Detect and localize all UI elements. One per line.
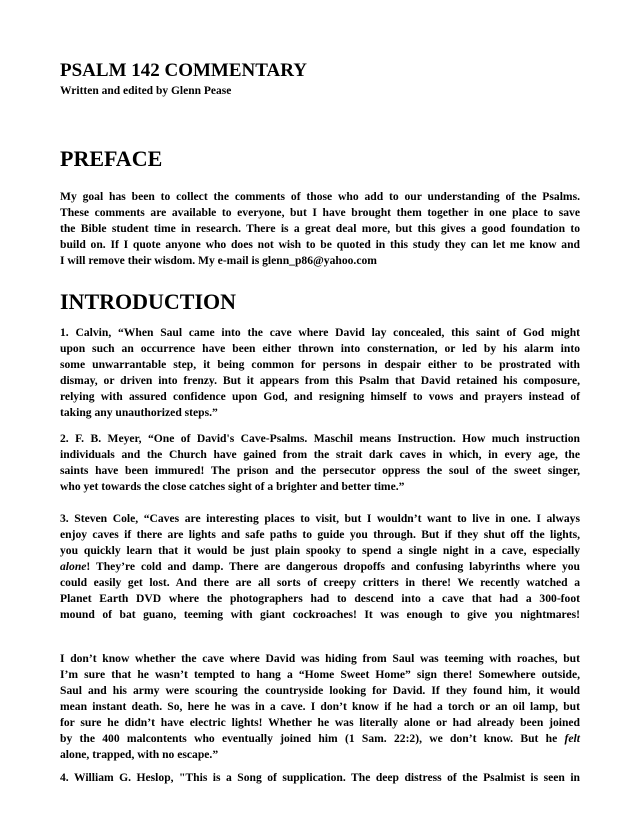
cole-continued-paragraph xyxy=(60,651,580,763)
text-line: individuals and the Church have gained from the strait dark caves in which, in every age, the xyxy=(60,448,580,461)
introduction-heading: INTRODUCTION xyxy=(60,289,237,314)
text-line: relying with assured confidence upon God, and resigning himself to vows and prayers instead of xyxy=(60,390,580,403)
text-line xyxy=(60,731,580,747)
text-line: mound of bat guano, teeming with giant cockroaches! It was enough to give you nightmares! xyxy=(60,608,580,621)
text-line: for sure he didn’t have electric lights! Whether he was literally alone or had already been joined xyxy=(60,716,580,729)
text-line xyxy=(60,559,580,575)
preface-paragraph xyxy=(60,189,580,269)
text-line: My goal has been to collect the comments of those who add to our understanding of the Psalms. xyxy=(60,190,580,203)
text-line: alone, trapped, with no escape.” xyxy=(60,748,219,761)
text-line: dismay, or driven into frenzy. But it appears from this Psalm that David retained his composure, xyxy=(60,374,580,387)
text-line: mean instant death. So, here he was in a cave. I don’t know if he had a torch or an oil lamp, but xyxy=(60,700,580,713)
emphasis-text: alone xyxy=(60,560,87,573)
text-line: taking any unauthorized steps.” xyxy=(60,406,218,419)
text-line: Planet Earth DVD where the photographers had to descend into a cave that had a 300-foot xyxy=(60,592,580,605)
text-line: build on. If I quote anyone who does not wish to be quoted in this study they can let me know and xyxy=(60,238,580,251)
text-segment: by the 400 malcontents who eventually joined him (1 Sam. 22:2), we don’t know. But he xyxy=(60,732,565,745)
document-byline: Written and edited by Glenn Pease xyxy=(60,85,232,97)
text-line: I’m sure that he wasn’t tempted to hang a “Home Sweet Home” sign there! Somewhere outside, xyxy=(60,668,580,681)
text-line: These comments are available to everyone, but I have brought them together in one place to save xyxy=(60,206,580,219)
preface-heading: PREFACE xyxy=(60,146,163,171)
heslop-paragraph xyxy=(60,770,580,786)
document-title: PSALM 142 COMMENTARY xyxy=(60,60,308,81)
text-line: saints have been immured! The prison and the persecutor oppress the soul of the sweet singer, xyxy=(60,464,580,477)
emphasis-text: felt xyxy=(564,732,580,745)
text-line: 4. William G. Heslop, "This is a Song of supplication. The deep distress of the Psalmist is seen in xyxy=(60,771,580,784)
text-line: 3. Steven Cole, “Caves are interesting places to visit, but I wouldn’t want to live in one. I always xyxy=(60,512,580,525)
text-line: you quickly learn that it would be just plain spooky to spend a single night in a cave, especially xyxy=(60,544,580,557)
text-line: I will remove their wisdom. My e-mail is glenn_p86@yahoo.com xyxy=(60,254,377,267)
text-line: could easily get lost. And there are all sorts of creepy critters in there! We recently watched a xyxy=(60,576,580,589)
text-line: I don’t know whether the cave where David was hiding from Saul was teeming with roaches, but xyxy=(60,652,580,665)
meyer-paragraph xyxy=(60,431,580,495)
text-line: upon such an occurrence have been either thrown into consternation, or led by his alarm into xyxy=(60,342,580,355)
cole-paragraph xyxy=(60,511,580,623)
text-line: enjoy caves if there are lights and safe paths to guide you through. But if they shut off the lights, xyxy=(60,528,580,541)
text-line: some unwarrantable step, it being common for persons in despair either to be prostrated with xyxy=(60,358,580,371)
text-line: who yet towards the close catches sight of a brighter and better time.” xyxy=(60,480,405,493)
text-line: 2. F. B. Meyer, “One of David's Cave-Psalms. Maschil means Instruction. How much instruction xyxy=(60,432,580,445)
text-line: 1. Calvin, “When Saul came into the cave where David lay concealed, this saint of God might xyxy=(60,326,580,339)
calvin-paragraph xyxy=(60,325,580,421)
text-line: Saul and his army were scouring the countryside looking for David. If they found him, it would xyxy=(60,684,580,697)
text-line: the Bible student time in research. There is a great deal more, but this gives a good foundation to xyxy=(60,222,580,235)
text-segment: ! They’re cold and damp. There are dangerous dropoffs and confusing labyrinths where you xyxy=(86,560,580,573)
